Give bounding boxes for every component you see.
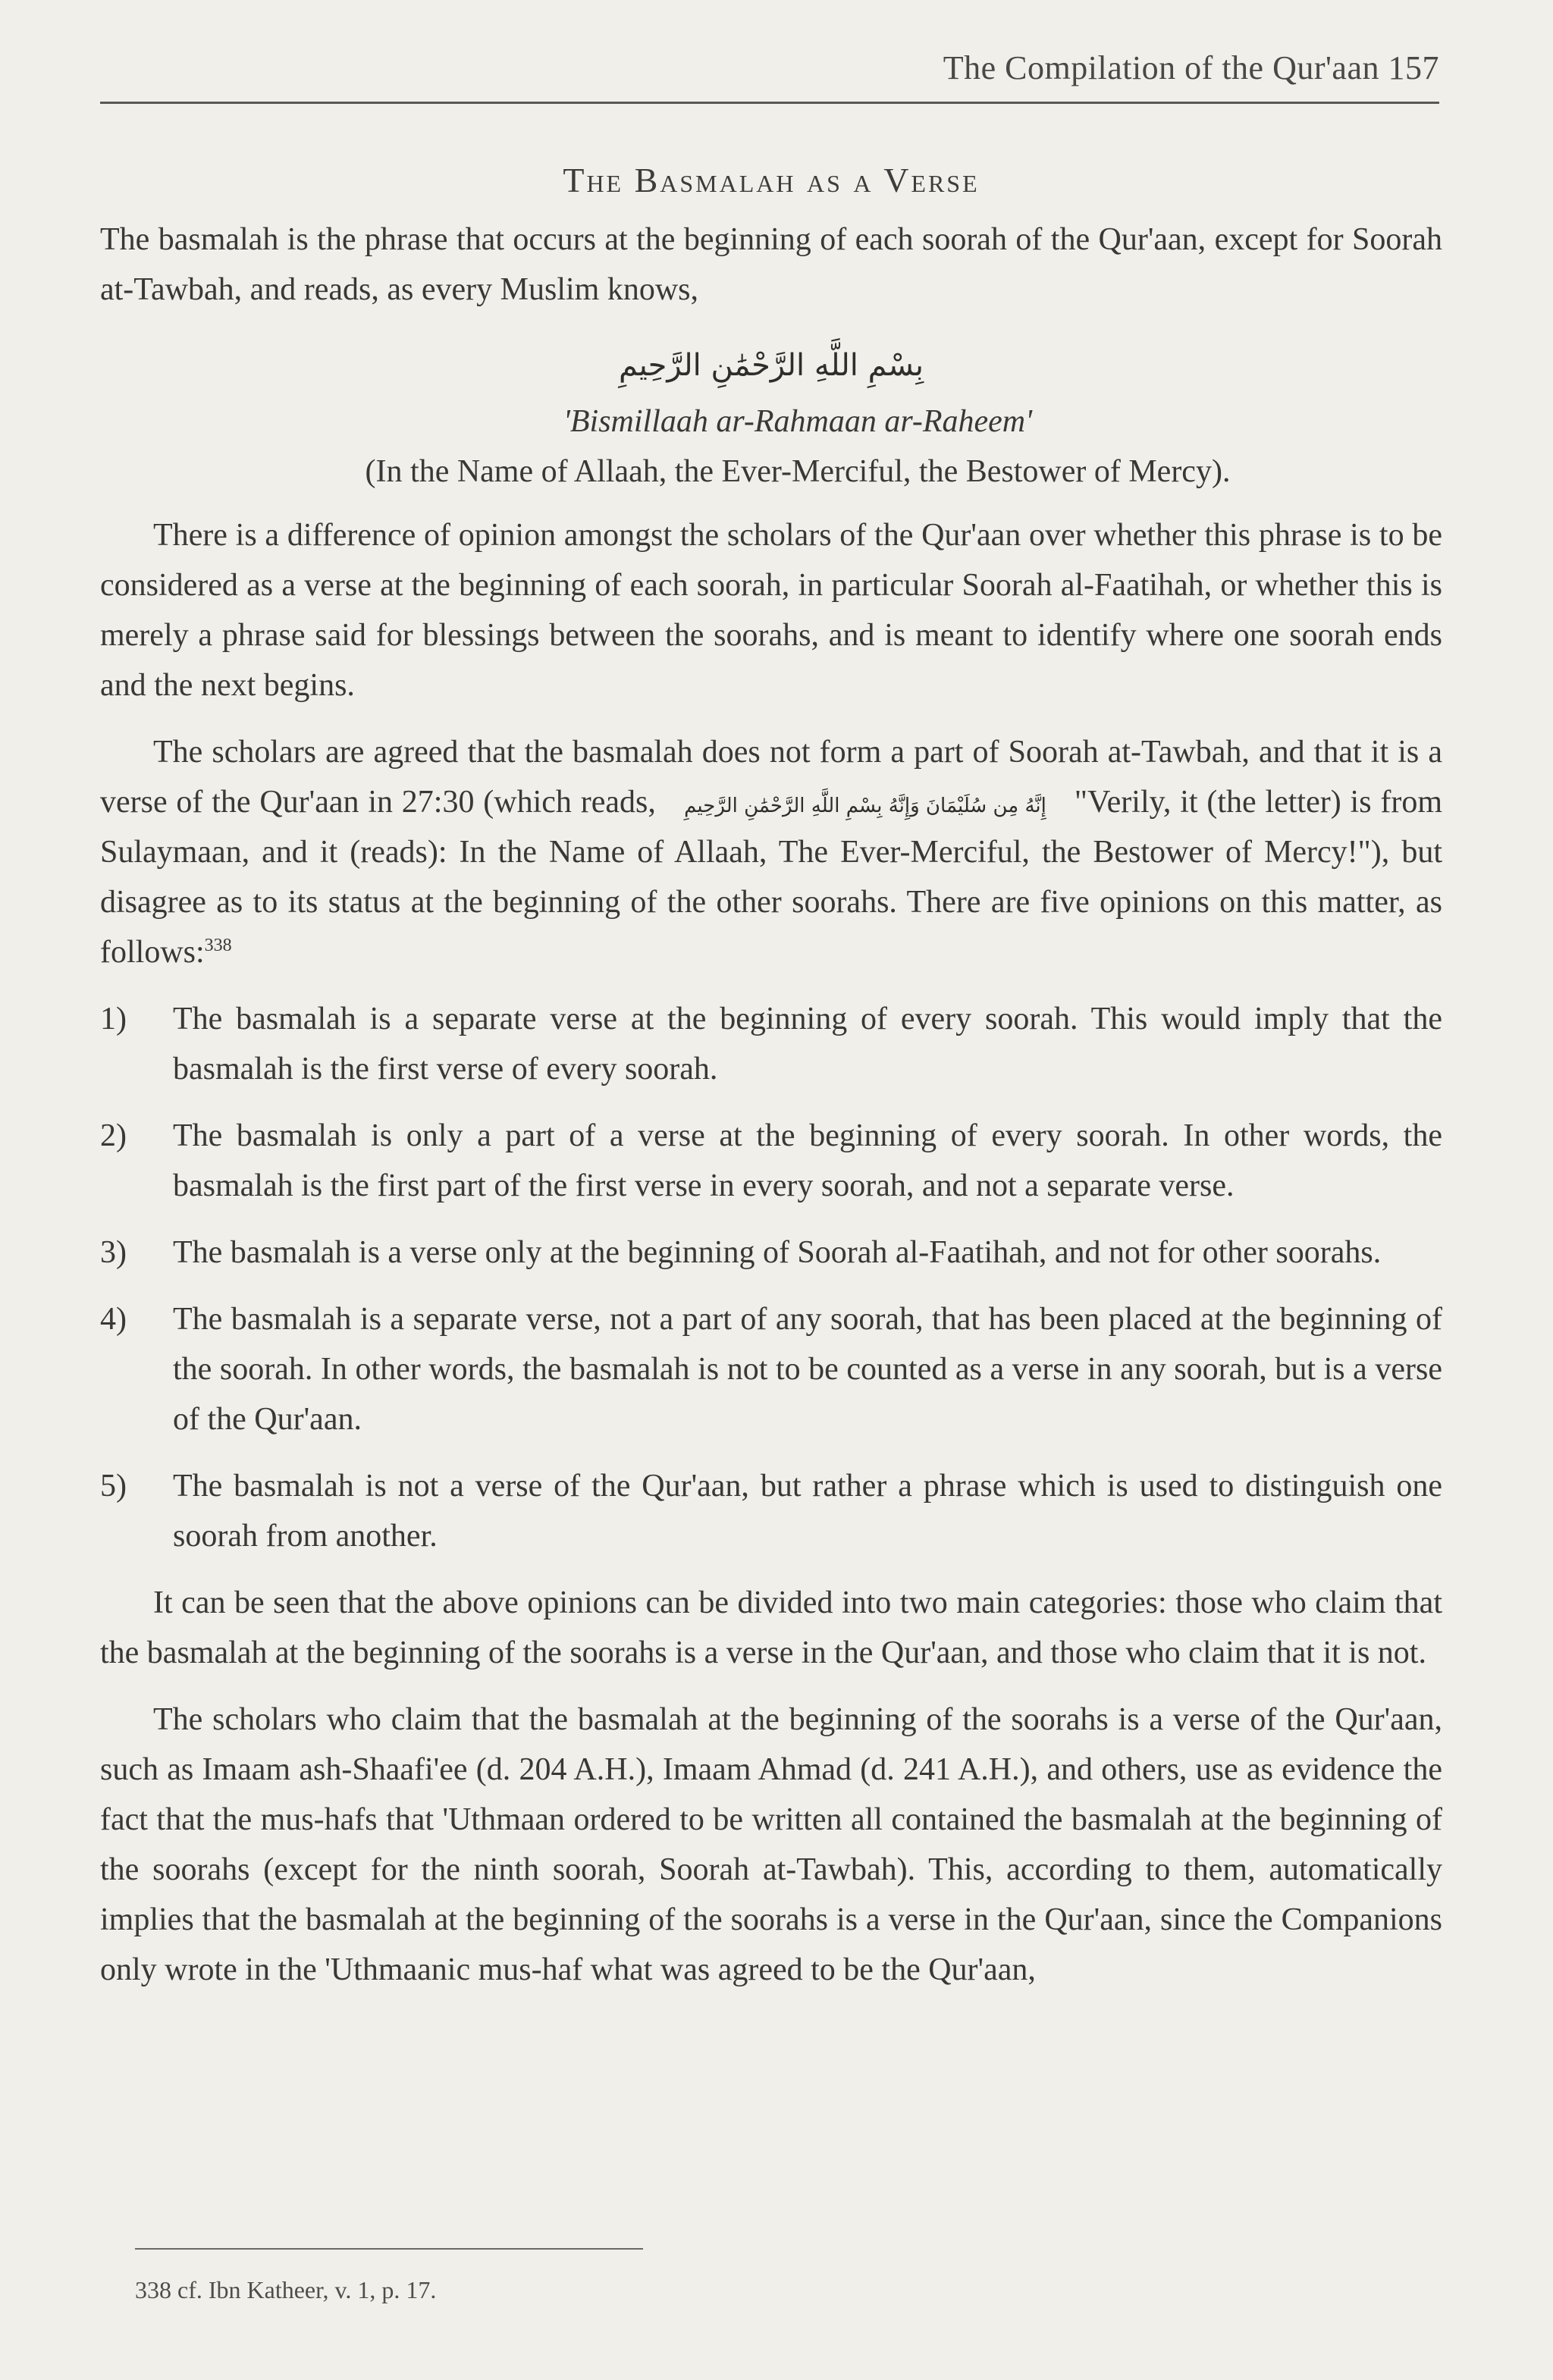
transliteration: 'Bismillaah ar-Rahmaan ar-Raheem' (563, 404, 1033, 439)
list-item-number: 1) (100, 1002, 127, 1036)
page-header (100, 49, 1439, 104)
list-item-text: The basmalah is only a part of a verse at the beginning of every soorah. In other words, the basmalah is the first part of the first verse in every soorah, and not a separate verse. (173, 1118, 1442, 1203)
footnote-divider (135, 2248, 643, 2250)
list-item-text: The basmalah is a separate verse, not a part of any soorah, that has been placed at the beginning of the soorah. In other words, the basmalah is not to be counted as a verse in any soorah, but is a verse of the Qur'aan. (173, 1302, 1442, 1437)
paragraph-agreement-start: The scholars are agreed that the basmalah does not form a part of Soorah at-Tawbah, and that it is a verse of the Qur'aan in 27:30 (which reads, (100, 735, 1442, 820)
basmalah-calligraphy (100, 333, 1442, 392)
opinions-list (100, 994, 1442, 1561)
basmalah-calligraphy-graphic (612, 333, 930, 392)
svg-text:بِسْمِ اللَّهِ الرَّحْمَٰنِ ال: بِسْمِ اللَّهِ الرَّحْمَٰنِ الرَّحِيمِ (618, 348, 924, 383)
list-item (100, 1461, 1442, 1561)
list-item-number: 5) (100, 1469, 127, 1504)
footnote: 338 cf. Ibn Katheer, v. 1, p. 17. (135, 2276, 437, 2303)
body-text (100, 155, 1442, 2012)
list-item (100, 1111, 1442, 1211)
section-heading: The Basmalah as a Verse (563, 161, 980, 199)
paragraph-intro: The basmalah is the phrase that occurs at the beginning of each soorah of the Qur'aan, except for Soorah at-Tawbah, and reads, as every Muslim knows, (100, 222, 1442, 307)
list-item-number: 3) (100, 1235, 127, 1270)
svg-text:إِنَّهُ مِن سُلَيْمَانَ وَإِنَ: إِنَّهُ مِن سُلَيْمَانَ وَإِنَّهُ بِسْمِ اللَّهِ الرَّحْمَٰنِ الرَّحِيمِ (683, 795, 1046, 818)
inline-arabic-verse (660, 788, 1070, 821)
list-item-text: The basmalah is a separate verse at the beginning of every soorah. This would imply that the basmalah is the first verse of every soorah. (173, 1002, 1442, 1087)
paragraph-categories: It can be seen that the above opinions can be divided into two main categories: those who claim that the basmalah at the beginning of the soorahs is a verse in the Qur'aan, and those who claim that it is not. (100, 1585, 1442, 1670)
footnote-reference[interactable]: 338 (204, 936, 232, 955)
paragraph-evidence: The scholars who claim that the basmalah at the beginning of the soorahs is a verse of the Qur'aan, such as Imaam ash-Shaafi'ee (d. 204 A.H.), Imaam Ahmad (d. 241 A.H.), and others, use as evidence the fact that the mus-hafs that 'Uthmaan ordered to be written all contained the basmalah at the beginning of the soorahs (except for the ninth soorah, Soorah at-Tawbah). This, according to them, automatically implies that the basmalah at the beginning of the soorahs is a verse in the Qur'aan, since the Companions only wrote in the 'Uthmaanic mus-haf what was agreed to be the Qur'aan, (100, 1702, 1442, 1987)
list-item (100, 1294, 1442, 1444)
translation: (In the Name of Allaah, the Ever-Merciful, the Bestower of Mercy). (365, 454, 1231, 489)
list-item-number: 4) (100, 1302, 127, 1337)
paragraph-agreement (100, 727, 1442, 977)
list-item-text: The basmalah is a verse only at the beginning of Soorah al-Faatihah, and not for other soorahs. (173, 1235, 1382, 1270)
paragraph-difference: There is a difference of opinion amongst the scholars of the Qur'aan over whether this phrase is to be considered as a verse at the beginning of each soorah, in particular Soorah al-Faatihah, or whether this is merely a phrase said for blessings between the soorahs, and is meant to identify where one soorah ends and the next begins. (100, 518, 1442, 703)
list-item (100, 1228, 1442, 1278)
list-item-number: 2) (100, 1118, 127, 1153)
paragraph-agreement-end: "Verily, it (the letter) is from Sulaymaan, and it (reads): In the Name of Allaah, The Ever-Merciful, the Bestower of Mercy!"), but disagree as to its status at the beginning of the other soorahs. There are five opinions on this matter, as follows: (100, 785, 1442, 970)
list-item-text: The basmalah is not a verse of the Qur'aan, but rather a phrase which is used to distinguish one soorah from another. (173, 1469, 1442, 1554)
running-title: The Compilation of the Qur'aan 157 (943, 49, 1439, 86)
list-item (100, 994, 1442, 1094)
